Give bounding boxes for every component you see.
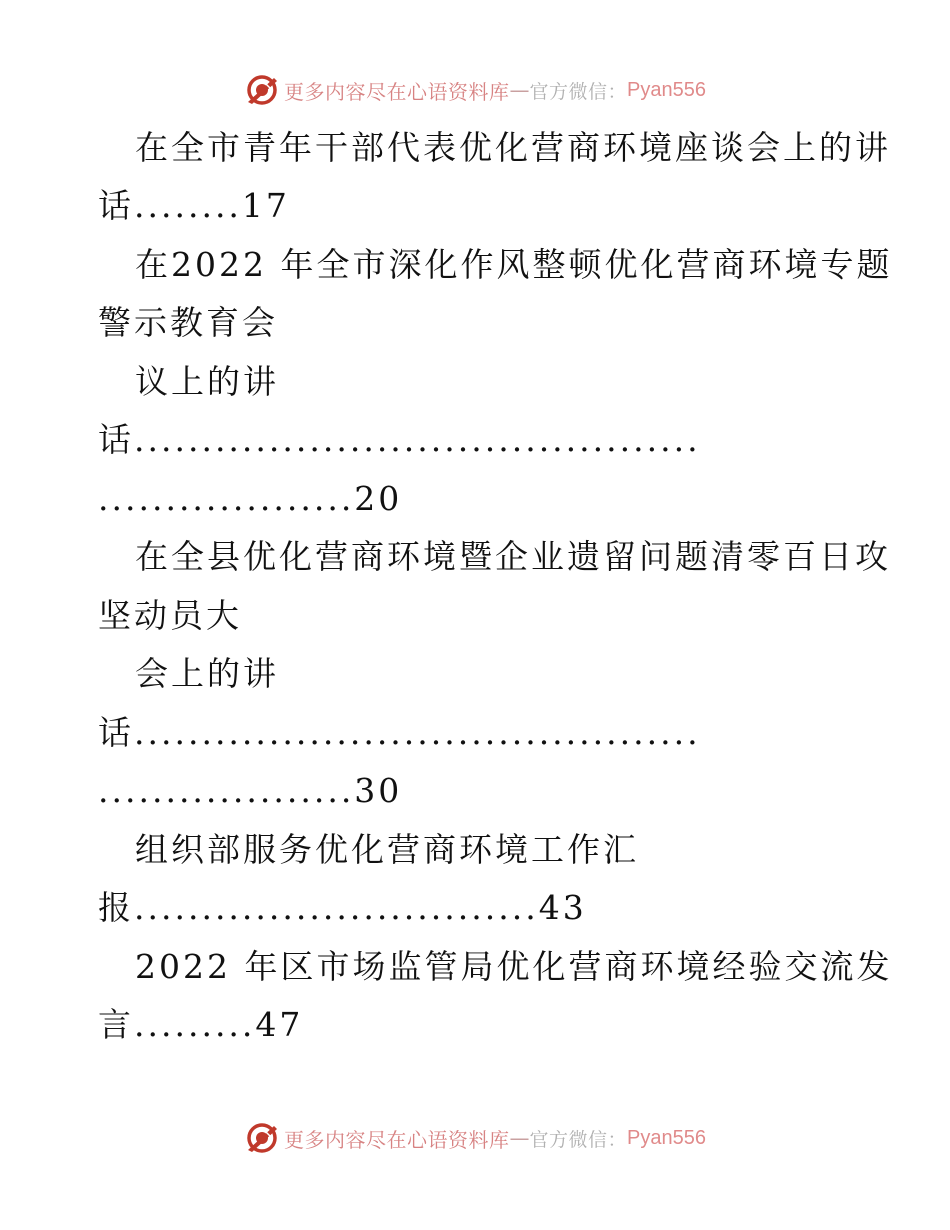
watermark-dash: —	[509, 78, 530, 102]
header-watermark	[0, 70, 950, 110]
toc-line: 在2022 年全市深化作风整顿优化营商环境专题	[135, 245, 893, 284]
watermark-wechat-label: 官方微信：	[529, 80, 628, 103]
quill-logo-icon	[244, 1120, 280, 1156]
toc-line: ...................30	[98, 771, 403, 810]
watermark-wechat-label: 官方微信：	[529, 1128, 628, 1151]
toc-line: 报..............................43	[98, 888, 587, 927]
quill-logo-icon	[244, 72, 280, 108]
toc-line: ...................20	[98, 479, 403, 518]
toc-line: 会上的讲	[135, 654, 279, 693]
watermark-text: 更多内容尽在心语资料库	[284, 79, 510, 104]
toc-line: 话..........................................	[98, 420, 701, 459]
toc-line: 组织部服务优化营商环境工作汇	[135, 830, 639, 869]
toc-line: 在全县优化营商环境暨企业遗留问题清零百日攻	[135, 537, 891, 576]
toc-line: 2022 年区市场监管局优化营商环境经验交流发	[135, 947, 893, 986]
watermark-dash: —	[509, 1126, 530, 1150]
toc-line: 言.........47	[98, 1005, 304, 1044]
watermark-wechat-id: Pyan556	[627, 78, 706, 101]
toc-line: 议上的讲	[135, 362, 279, 401]
footer-watermark	[0, 1118, 950, 1158]
toc-line: 话..........................................	[98, 713, 701, 752]
toc-line: 坚动员大	[98, 596, 242, 635]
watermark-wechat-id: Pyan556	[627, 1126, 706, 1149]
toc-line: 警示教育会	[98, 303, 278, 342]
watermark-text: 更多内容尽在心语资料库	[284, 1127, 510, 1152]
toc-line: 在全市青年干部代表优化营商环境座谈会上的讲	[135, 128, 891, 167]
toc-line: 话........17	[98, 186, 290, 225]
